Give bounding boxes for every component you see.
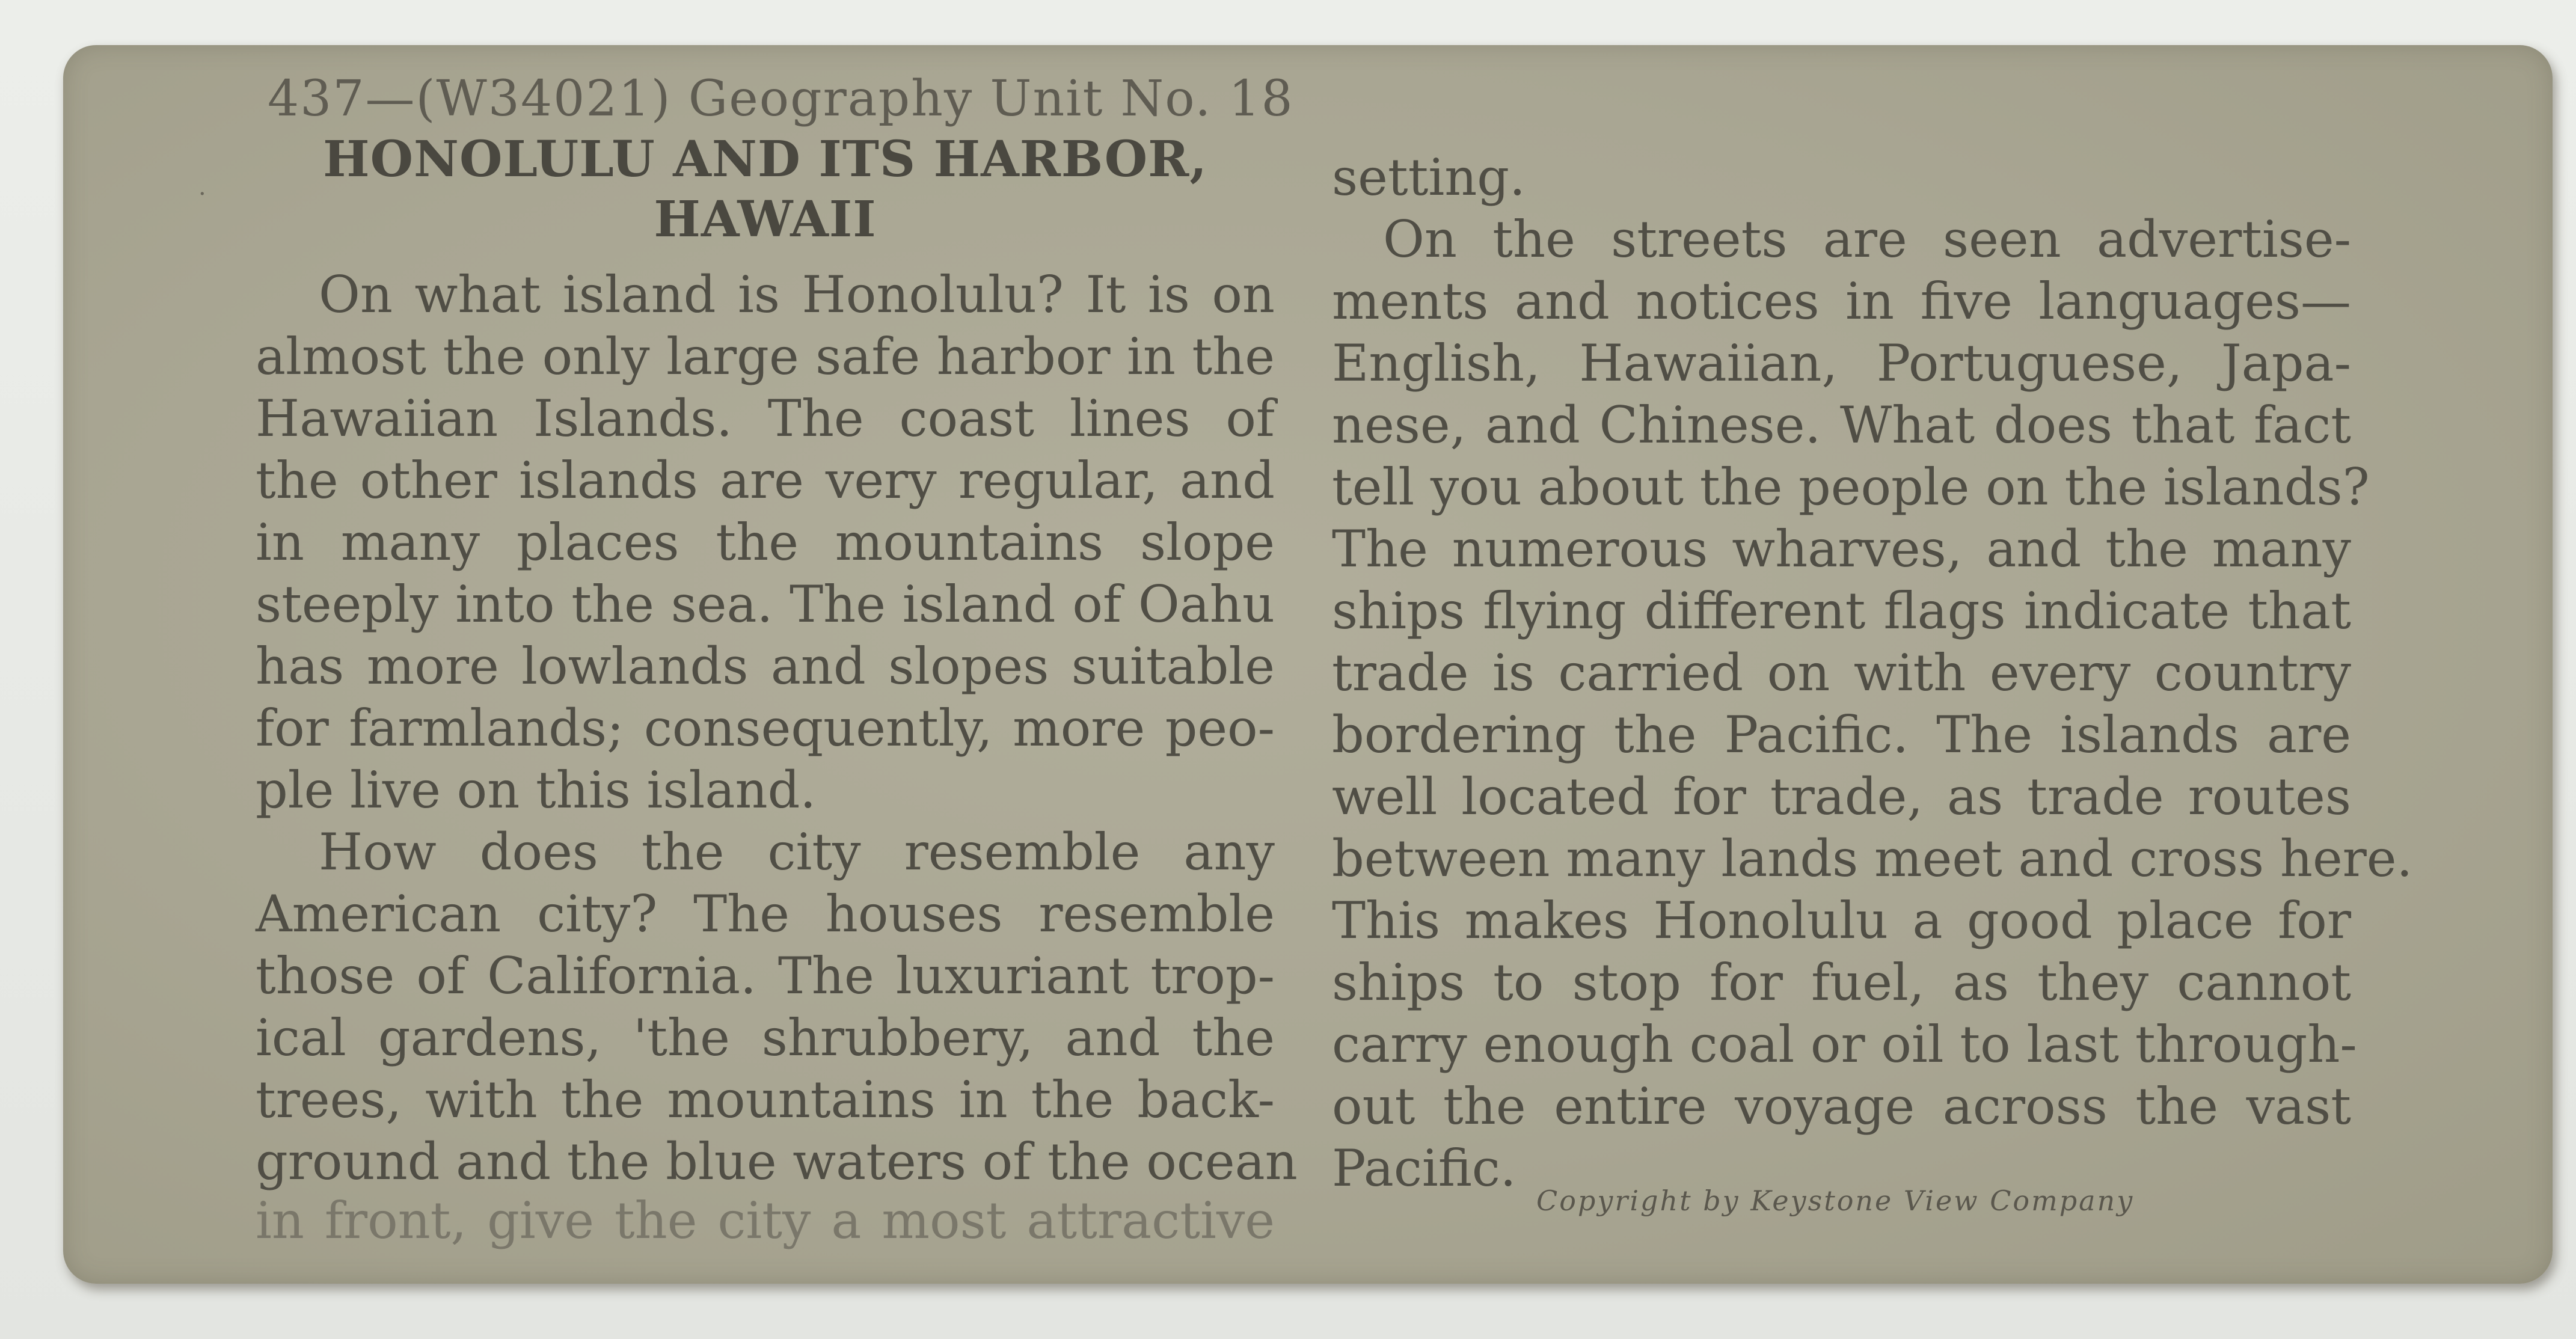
left-line-3: Hawaiian Islands. The coast lines of — [256, 389, 1275, 448]
ink-speck: · — [198, 180, 206, 208]
left-line-2: almost the only large safe harbor in the — [256, 327, 1275, 386]
right-line-7: The numerous wharves, and the many — [1332, 519, 2351, 578]
title-line-2: HAWAII — [654, 191, 877, 248]
left-line-14: trees, with the mountains in the back- — [256, 1070, 1275, 1129]
left-line-16: in front, give the city a most attractive — [256, 1191, 1275, 1250]
right-line-11: well located for trade, as trade routes — [1332, 767, 2351, 826]
left-line-4: the other islands are very regular, and — [256, 451, 1275, 510]
right-line-12: between many lands meet and cross here. — [1332, 829, 2413, 888]
left-line-15: ground and the blue waters of the ocean — [256, 1132, 1298, 1191]
left-line-9: ple live on this island. — [256, 761, 817, 820]
right-line-8: ships flying different flags indicate that — [1332, 581, 2351, 640]
left-line-12: those of California. The luxuriant trop- — [256, 946, 1275, 1005]
right-line-3: ments and notices in five languages— — [1332, 272, 2351, 331]
right-line-2: On the streets are seen advertise- — [1383, 210, 2351, 269]
left-line-10: How does the city resemble any — [319, 823, 1275, 881]
right-line-6: tell you about the people on the islands? — [1332, 458, 2370, 516]
left-line-11: American city? The houses resemble — [256, 884, 1275, 943]
right-line-17: Pacific. — [1332, 1139, 1516, 1198]
right-line-5: nese, and Chinese. What does that fact — [1332, 396, 2351, 455]
catalog-header: 437—(W34021) Geography Unit No. 18 — [268, 70, 1294, 127]
left-line-7: has more lowlands and slopes suitable — [256, 637, 1275, 696]
right-line-15: carry enough coal or oil to last through- — [1332, 1015, 2357, 1074]
right-line-4: English, Hawaiian, Portuguese, Japa- — [1332, 334, 2351, 393]
left-line-5: in many places the mountains slope — [256, 513, 1275, 572]
stereoview-card-back — [63, 45, 2553, 1284]
right-line-10: bordering the Pacific. The islands are — [1332, 705, 2351, 764]
right-line-9: trade is carried on with every country — [1332, 643, 2351, 702]
right-line-13: This makes Honolulu a good place for — [1332, 891, 2351, 950]
left-line-6: steeply into the sea. The island of Oahu — [256, 575, 1275, 634]
left-line-8: for farmlands; consequently, more peo- — [256, 699, 1275, 758]
left-line-13: ical gardens, 'the shrubbery, and the — [256, 1008, 1275, 1067]
card-title — [256, 129, 1275, 250]
right-line-14: ships to stop for fuel, as they cannot — [1332, 953, 2351, 1012]
right-line-1: setting. — [1332, 148, 1526, 207]
right-line-16: out the entire voyage across the vast — [1332, 1077, 2351, 1136]
title-line-1: HONOLULU AND ITS HARBOR, — [323, 130, 1207, 188]
copyright-notice: Copyright by Keystone View Company — [1536, 1184, 2135, 1217]
left-line-1: On what island is Honolulu? It is on — [319, 265, 1275, 324]
